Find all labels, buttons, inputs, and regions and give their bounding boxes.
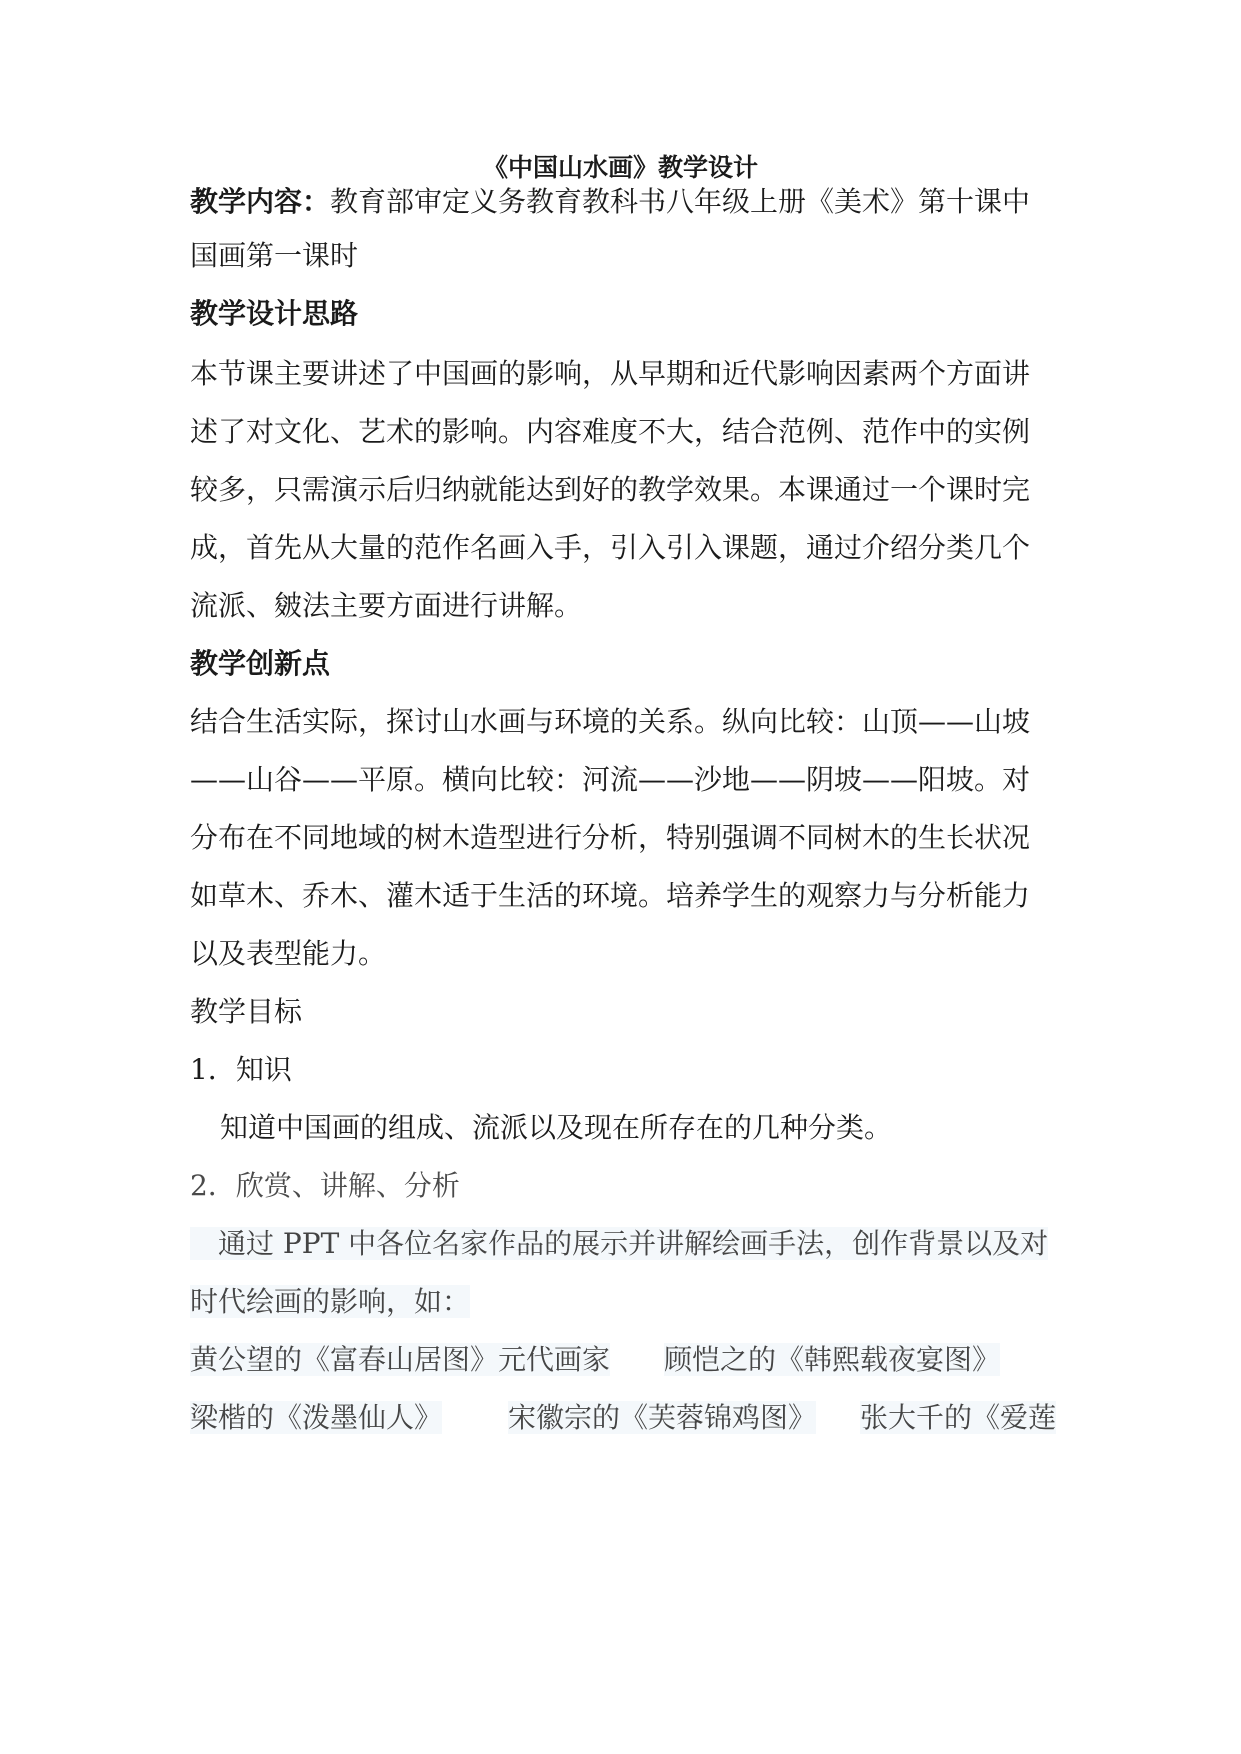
objectives-heading: 教学目标: [190, 995, 303, 1028]
innovation-line-1: 结合生活实际，探讨山水画与环境的关系。纵向比较：山顶——山坡: [190, 705, 1031, 738]
works-row-1: [190, 1338, 1000, 1382]
objective-2-text-1: [190, 1227, 1048, 1260]
design-idea-line-2: 述了对文化、艺术的影响。内容难度不大，结合范例、范作中的实例: [190, 415, 1031, 448]
objective-1-title: 1．知识: [190, 1053, 292, 1086]
objective-2-text-2: 时代绘画的影响，如：: [190, 1285, 471, 1318]
works-row-2: [190, 1396, 1056, 1440]
content-text-2: 国画第一课时: [190, 239, 359, 272]
objective-2-text-1-content: 通过 PPT 中各位名家作品的展示并讲解绘画手法，创作背景以及对: [218, 1227, 1049, 1260]
design-idea-line-5: 流派、皴法主要方面进行讲解。: [190, 589, 583, 622]
content-line-1: [190, 180, 1030, 224]
objective-2-title: 2．欣赏、讲解、分析: [190, 1169, 460, 1202]
innovation-line-2: ——山谷——平原。横向比较：河流——沙地——阴坡——阳坡。对: [190, 763, 1031, 796]
objective-2-line-2: [190, 1280, 470, 1324]
work-item: 黄公望的《富春山居图》元代画家: [190, 1343, 611, 1376]
content-label: 教学内容：: [190, 185, 331, 218]
content-text-1: 教育部审定义务教育教科书八年级上册《美术》第十课中: [330, 185, 1031, 218]
innovation-heading: 教学创新点: [190, 647, 331, 680]
work-item: 宋徽宗的《芙蓉锦鸡图》: [508, 1401, 817, 1434]
innovation-line-4: 如草木、乔木、灌木适于生活的环境。培养学生的观察力与分析能力: [190, 879, 1031, 912]
design-idea-line-4: 成，首先从大量的范作名画入手，引入引入课题，通过介绍分类几个: [190, 531, 1031, 564]
work-item: 张大千的《爱莲: [860, 1401, 1057, 1434]
work-item: 顾恺之的《韩熙载夜宴图》: [664, 1343, 1001, 1376]
objective-2-line-1: [190, 1222, 1048, 1266]
work-item: 梁楷的《泼墨仙人》: [190, 1401, 443, 1434]
design-idea-heading: 教学设计思路: [190, 297, 359, 330]
innovation-line-5: 以及表型能力。: [190, 937, 387, 970]
design-idea-line-1: 本节课主要讲述了中国画的影响，从早期和近代影响因素两个方面讲: [190, 357, 1031, 390]
innovation-line-3: 分布在不同地域的树木造型进行分析，特别强调不同树木的生长状况: [190, 821, 1031, 854]
design-idea-line-3: 较多，只需演示后归纳就能达到好的教学效果。本课通过一个课时完: [190, 473, 1031, 506]
objective-1-text: 知道中国画的组成、流派以及现在所存在的几种分类。: [220, 1111, 893, 1144]
document-title: 《中国山水画》教学设计: [482, 153, 758, 182]
